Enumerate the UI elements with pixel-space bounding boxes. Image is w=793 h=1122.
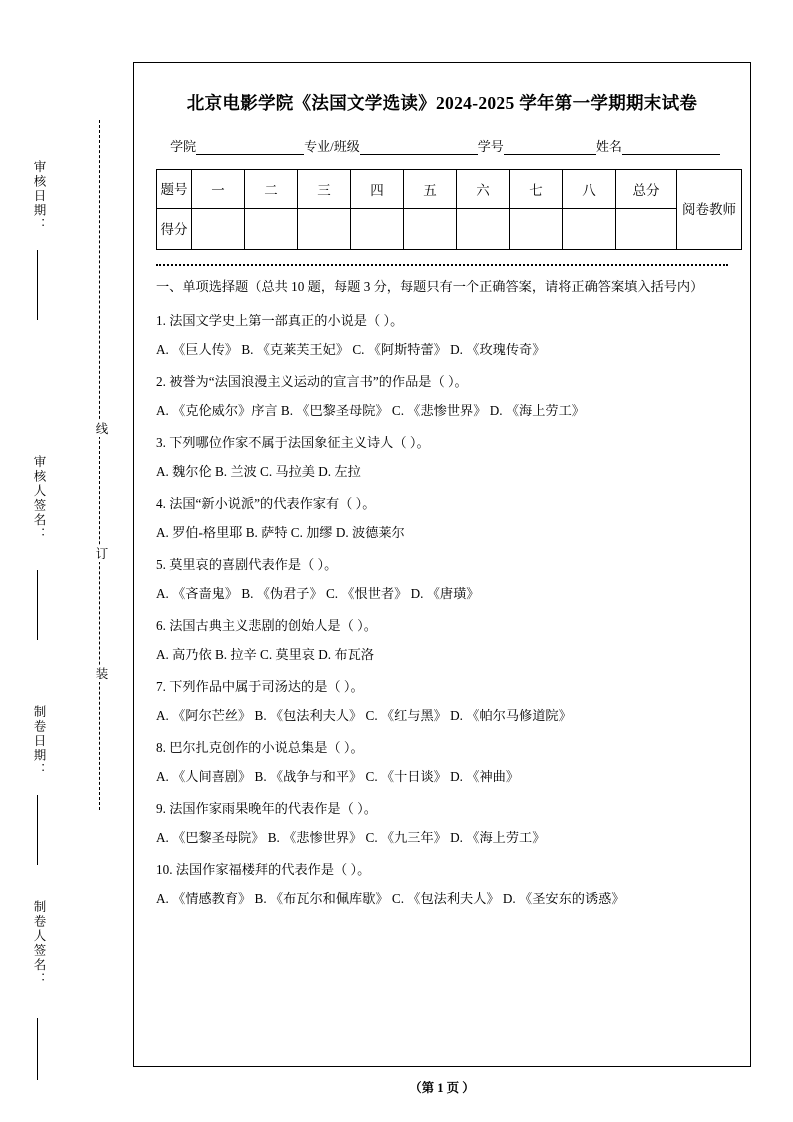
college-input[interactable] [196,140,304,155]
section-divider [156,264,728,266]
question-stem-7: 7. 下列作品中属于司汤达的是（ ）。 [156,679,364,694]
review-date-blank-line [37,250,38,320]
question-stem-10: 10. 法国作家福楼拜的代表作是（ ）。 [156,862,371,877]
margin-note-review-date: 审核日期： [32,160,46,233]
question-options-8[interactable]: A. 《人间喜剧》 B. 《战争与和平》 C. 《十日谈》 D. 《神曲》 [156,769,520,784]
score-input-6[interactable] [457,209,510,250]
seam-char-zhuang: 装 [94,667,108,680]
paper-maker-signature-blank-line [37,1018,38,1080]
question-stem-3: 3. 下列哪位作家不属于法国象征主义诗人（ ）。 [156,435,430,450]
paper-maker-date-blank-line [37,795,38,865]
question-stem-5: 5. 莫里哀的喜剧代表作是（ ）。 [156,557,338,572]
question-options-6[interactable]: A. 高乃依 B. 拉辛 C. 莫里哀 D. 布瓦洛 [156,647,374,662]
score-cell-1: 一 [192,170,245,209]
score-table [156,169,742,250]
left-margin-strip [0,0,132,1122]
college-label: 学院 [170,139,197,154]
section-heading: 一、单项选择题（总共 10 题，每题 3 分，每题只有一个正确答案，请将正确答案填入括号内） [156,279,704,294]
question-stem-8: 8. 巴尔扎克创作的小说总集是（ ）。 [156,740,364,755]
major-class-input[interactable] [360,140,478,155]
question-options-2[interactable]: A. 《克伦威尔》序言 B. 《巴黎圣母院》 C. 《悲惨世界》 D. 《海上劳工》 [156,403,585,418]
score-input-3[interactable] [298,209,351,250]
question-stem-4: 4. 法国“新小说派”的代表作家有（ ）。 [156,496,376,511]
score-cell-7: 七 [510,170,563,209]
score-input-total[interactable] [616,209,677,250]
seam-dash-upper [99,120,101,810]
margin-note-reviewer-signature: 审核人签名： [32,455,46,542]
binding-seam [92,120,108,1000]
question-options-9[interactable]: A. 《巴黎圣母院》 B. 《悲惨世界》 C. 《九三年》 D. 《海上劳工》 [156,830,546,845]
margin-note-paper-maker-date: 制卷日期： [32,705,46,778]
score-cell-3: 三 [298,170,351,209]
student-id-label: 学号 [477,139,504,154]
table-row-question-numbers [157,170,742,209]
student-info-row [156,136,728,155]
seam-char-ding: 订 [94,547,108,560]
question-options-1[interactable]: A. 《巨人传》 B. 《克莱芙王妃》 C. 《阿斯特蕾》 D. 《玫瑰传奇》 [156,342,546,357]
score-input-2[interactable] [245,209,298,250]
major-class-label: 专业/班级 [304,139,360,154]
question-stem-1: 1. 法国文学史上第一部真正的小说是（ ）。 [156,313,404,328]
question-stem-2: 2. 被誉为“法国浪漫主义运动的宣言书”的作品是（ ）。 [156,374,468,389]
name-label: 姓名 [595,139,622,154]
score-input-7[interactable] [510,209,563,250]
reviewer-signature-blank-line [37,570,38,640]
score-cell-2: 二 [245,170,298,209]
score-table-header-score: 得分 [157,209,192,250]
score-cell-total: 总分 [616,170,677,209]
score-cell-6: 六 [457,170,510,209]
score-cell-4: 四 [351,170,404,209]
margin-note-paper-maker-signature: 制卷人签名： [32,900,46,987]
page-footer: （第 1 页 ） [409,1081,475,1095]
question-options-5[interactable]: A. 《吝啬鬼》 B. 《伪君子》 C. 《恨世者》 D. 《唐璜》 [156,586,480,601]
score-input-1[interactable] [192,209,245,250]
score-input-8[interactable] [563,209,616,250]
student-id-input[interactable] [504,140,596,155]
question-stem-6: 6. 法国古典主义悲剧的创始人是（ ）。 [156,618,377,633]
question-body [156,276,728,909]
question-options-3[interactable]: A. 魏尔伦 B. 兰波 C. 马拉美 D. 左拉 [156,464,361,479]
question-options-7[interactable]: A. 《阿尔芒丝》 B. 《包法利夫人》 C. 《红与黑》 D. 《帕尔马修道院》 [156,708,572,723]
score-cell-8: 八 [563,170,616,209]
score-cell-teacher: 阅卷教师 [677,170,742,250]
score-input-4[interactable] [351,209,404,250]
name-input[interactable] [622,140,720,155]
table-row-scores [157,209,742,250]
seam-char-line: 线 [94,422,108,435]
question-options-4[interactable]: A. 罗伯‑格里耶 B. 萨特 C. 加缪 D. 波德莱尔 [156,525,405,540]
question-stem-9: 9. 法国作家雨果晚年的代表作是（ ）。 [156,801,377,816]
score-input-5[interactable] [404,209,457,250]
score-table-header-number: 题号 [157,170,192,209]
exam-paper [133,62,751,1067]
page-title: 北京电影学院《法国文学选读》2024‑2025 学年第一学期期末试卷 [186,93,698,113]
score-cell-5: 五 [404,170,457,209]
question-options-10[interactable]: A. 《情感教育》 B. 《布瓦尔和佩库歇》 C. 《包法利夫人》 D. 《圣安东的诱惑》 [156,891,625,906]
